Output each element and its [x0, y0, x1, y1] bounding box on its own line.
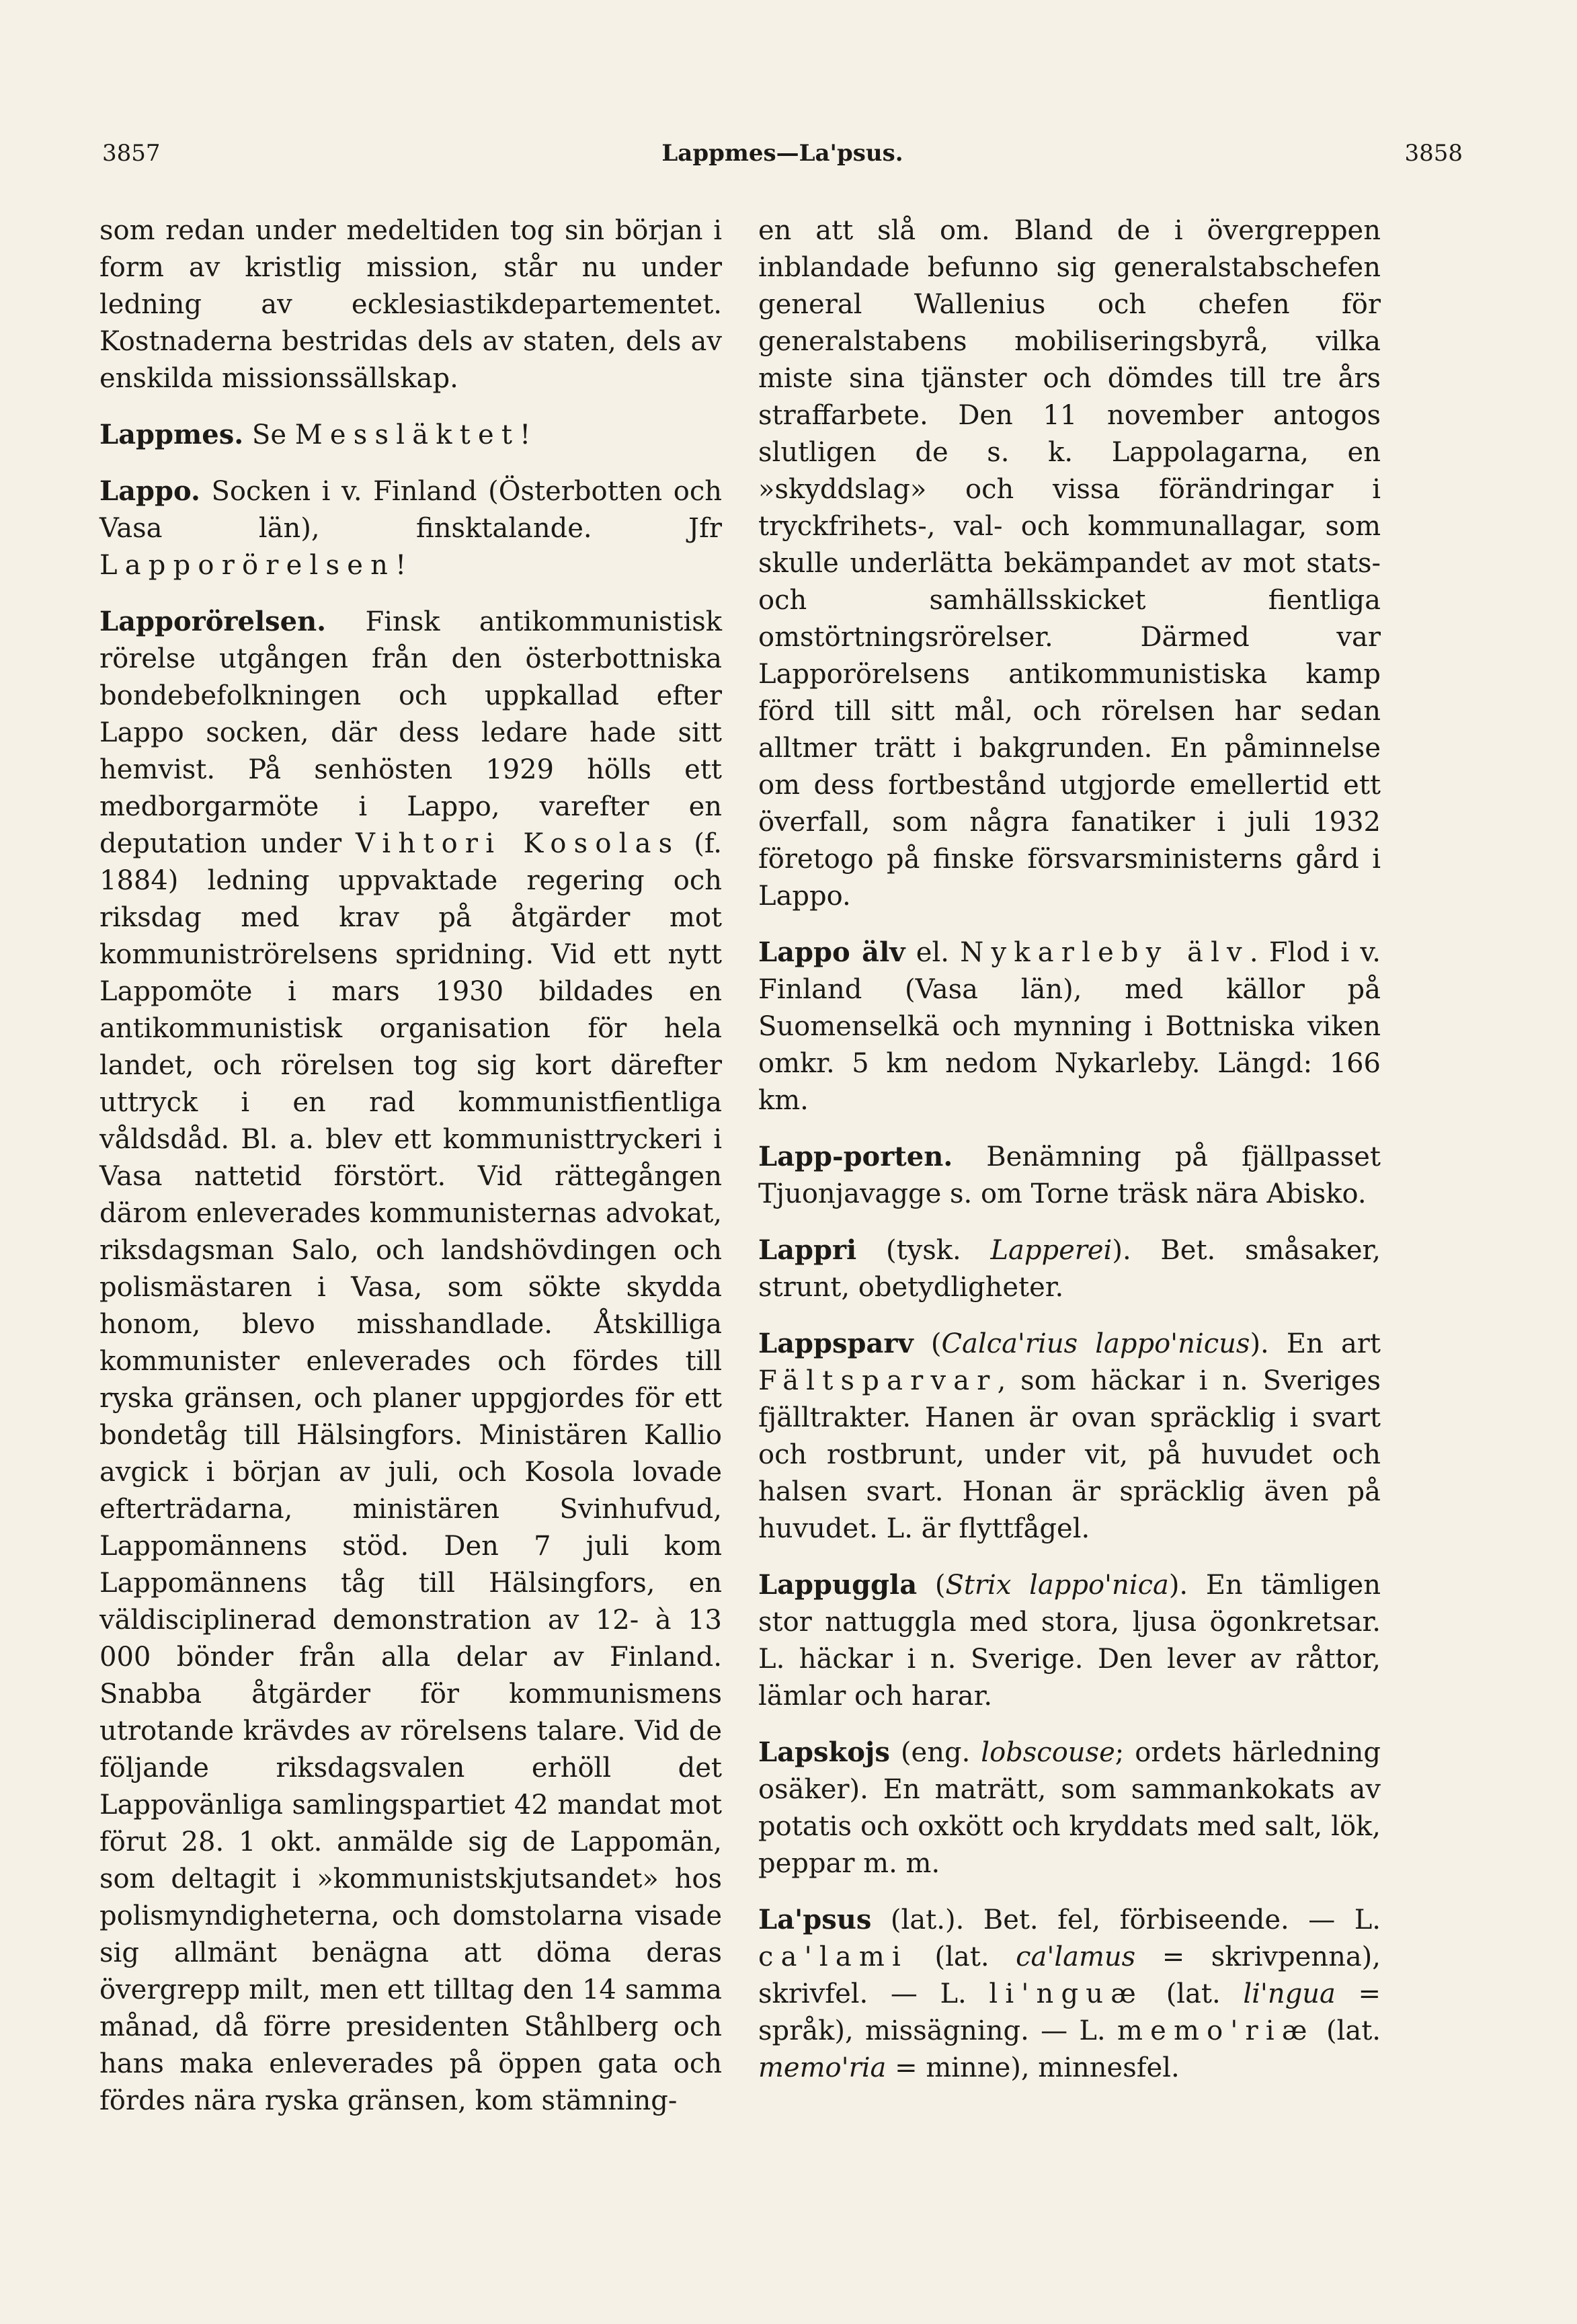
headword: La'psus	[758, 1904, 872, 1935]
entry-lappsparv: Lappsparv (Calca'rius lappo'nicus). En art Fältsparvar, som häckar i n. Sveriges fjälltrakter. Hanen är ovan spräcklig i svart och rostbrunt, under vit, på huvudet och halsen svart. Honan är spräcklig även på huvudet. L. är flyttfågel.	[758, 1328, 1381, 1544]
headword: Lapp-porten.	[758, 1141, 953, 1172]
entry-lappri: Lappri (tysk. Lapperei). Bet. småsaker, strunt, obetydligheter.	[758, 1234, 1381, 1303]
headword: Lappmes.	[99, 419, 244, 450]
entry-lapsus: La'psus (lat.). Bet. fel, förbiseende. — L. ca'lami (lat. ca'lamus = skrivpenna), skrivfel. — L. li'nguæ (lat. li'ngua = språk), missägning. — L. memo'riæ (lat. memo'ria = minne), minnesfel.	[758, 1904, 1381, 2083]
headword: Lappuggla	[758, 1569, 918, 1601]
right-page-number: 3858	[1404, 140, 1463, 167]
cross-reference: Lapporörelsen	[99, 550, 396, 581]
continued-paragraph: en att slå om. Bland de i övergreppen inblandade befunno sig generalstabschefen general Wallenius och chefen för generalstabens mobiliseringsbyrå, vilka miste sina tjänster och dömdes till tre års straffarbete. Den 11 november antogos slutligen de s. k. Lappolagarna, en »skyddslag» och vissa förändringar i tryckfrihets-, val- och kommunallagar, som skulle underlätta bekämpandet av mot stats- och samhällsskicket fientliga omstörtningsrörelser. Därmed var Lapporörelsens antikommunistiska kamp förd till sitt mål, och rörelsen har sedan alltmer trätt i bakgrunden. En påminnelse om dess fortbestånd utgjorde emellertid ett överfall, som några fanatiker i juli 1932 företogo på finske försvarsministerns gård i Lappo.	[758, 215, 1381, 912]
entry-lappmes: Lappmes. Se Messläktet!	[99, 419, 531, 450]
continued-paragraph: som redan under medeltiden tog sin början i form av kristlig mission, står nu under ledning av ecklesiastikdepartementet. Kostnaderna bestridas dels av staten, dels av enskilda missionssällskap.	[99, 215, 722, 394]
cross-reference: Nykarleby älv	[960, 937, 1250, 968]
cross-reference: Fältsparvar	[758, 1365, 998, 1396]
running-head-title: Lappmes—La'psus.	[661, 140, 903, 167]
headword: Lappri	[758, 1234, 857, 1266]
entry-lappuggla: Lappuggla (Strix lappo'nica). En tämligen stor nattuggla med stora, ljusa ögonkretsar. L. häckar i n. Sverige. Den lever av råttor, lämlar och harar.	[758, 1569, 1381, 1712]
headword: Lapporörelsen.	[99, 606, 327, 637]
left-page-number: 3857	[102, 140, 161, 167]
entry-lappo: Lappo. Socken i v. Finland (Österbotten och Vasa län), finsktalande. Jfr Lapporörelsen!	[99, 475, 722, 581]
entry-lappo-alv: Lappo älv el. Nykarleby älv. Flod i v. Finland (Vasa län), med källor på Suomenselkä och mynning i Bottniska viken omkr. 5 km nedom Nykarleby. Längd: 166 km.	[758, 936, 1381, 1116]
cross-reference: Messläktet	[294, 419, 520, 450]
headword: Lappo.	[99, 475, 200, 507]
headword: Lappo älv	[758, 936, 905, 968]
headword: Lapskojs	[758, 1736, 890, 1768]
entry-lapporoerelsen: Lapporörelsen. Finsk antikommunistisk rörelse utgången från den österbottniska bondebefolkningen och uppkallad efter Lappo socken, där dess ledare hade sitt hemvist. På senhösten 1929 hölls ett medborgarmöte i Lappo, varefter en deputation under Vihtori Kosolas (f. 1884) ledning uppvaktade regering och riksdag med krav på åtgärder mot kommuniströrelsens spridning. Vid ett nytt Lappomöte i mars 1930 bildades en antikommunistisk organisation för hela landet, och rörelsen tog sig kort därefter uttryck i en rad kommunistfientliga våldsdåd. Bl. a. blev ett kommunisttryckeri i Vasa nattetid förstört. Vid rättegången därom enleverades kommunisternas advokat, riksdagsman Salo, och landshövdingen och polismästaren i Vasa, som sökte skydda honom, blevo misshandlade. Åtskilliga kommunister enleverades och fördes till ryska gränsen, och planer uppgjordes för ett bondetåg till Hälsingfors. Ministären Kallio avgick i början av juli, och Kosola lovade efterträdarna, ministären Svinhufvud, Lappomännens stöd. Den 7 juli kom Lappomännens tåg till Hälsingfors, en väldisciplinerad demonstration av 12- à 13 000 bönder från alla delar av Finland. Snabba åtgärder för kommunismens utrotande krävdes av rörelsens talare. Vid de följande riksdagsvalen erhöll det Lappovänliga samlingspartiet 42 mandat mot förut 28. 1 okt. anmälde sig de Lappomän, som deltagit i »kommunistskjutsandet» hos polismyndigheterna, och domstolarna visade sig allmänt benägna att döma deras övergrepp milt, men ett tilltag den 14 samma månad, då förre presidenten Ståhlberg och hans maka enleverades på öppen gata och fördes nära ryska gränsen, kom stämning-	[99, 606, 722, 2116]
page-header	[102, 140, 1463, 180]
spaced-name: Vihtori Kosolas	[356, 828, 680, 859]
headword: Lappsparv	[758, 1328, 914, 1359]
left-column	[99, 212, 722, 2138]
entry-lapp-porten: Lapp-porten. Benämning på fjällpasset Tjuonjavagge s. om Torne träsk nära Abisko.	[758, 1141, 1381, 1209]
right-column	[758, 212, 1381, 2106]
entry-lapskojs: Lapskojs (eng. lobscouse; ordets härledning osäker). En maträtt, som sammankokats av potatis och oxkött och kryddats med salt, lök, peppar m. m.	[758, 1736, 1381, 1879]
